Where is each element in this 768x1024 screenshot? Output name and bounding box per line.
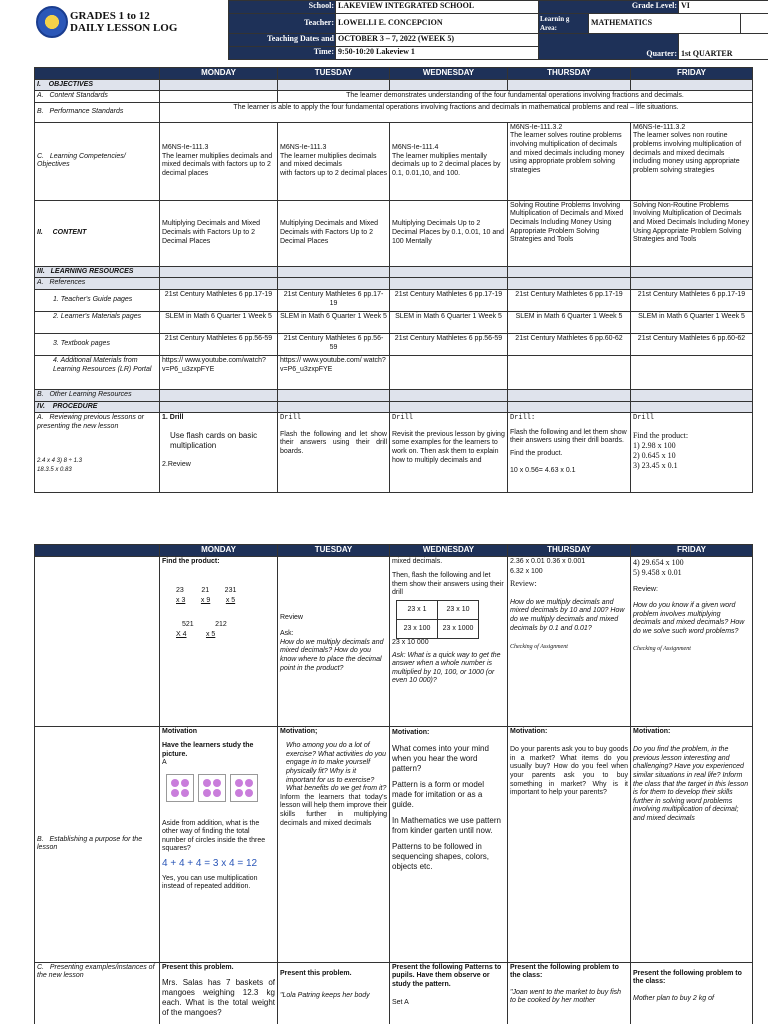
dot-squares-picture bbox=[166, 774, 275, 806]
document-title: GRADES 1 to 12 DAILY LESSON LOG bbox=[70, 10, 178, 34]
row-review-continued: Find the product: 23 21 231 x 3 x 9 x 5 521 212 X 4 x 5 Review Ask: How do we multiply decimals and mixed decimals? How do you know where to place the decimal point in the product? mixed decimals. Then, flash the following and let them show their answers using their drill 23 x 1 23 x 10 23 x 100 23 x 1000 23 x 10 000 Ask: What is a quick way to get the answer when a whole number is multiplied by 10, 100, or 1000 (or even 10 000)? 2.36 x 0.01 0.36 x 0.001 6.32 x 100 Review: How do we multiply decimals and mixed decimals by 10 and 100? How do we multiply decimals and mixed decimals by 0.1 and 0.01? Checking of Assignment 4) 29.654 x 100 5) 9.458 x 0.01 Review: How do you know if a given word problem involves multiplying decimals and mixed decimals? How do we solve such word problems? Checking of Assignment bbox=[35, 556, 753, 726]
row-content: II. CONTENT Multiplying Decimals and Mixed Decimals with Factors Up to 2 Decimal Places Multiplying Decimals and Mixed Decimals with Factors Up to 2 Decimal Places Multiplying Decimals Up to 2 Decimal Places by 0.1, 0.01, 10 and 100 Mentally Solving Routine Problems Involving Multiplication of Decimals and Mixed Decimals Including Money Using Appropriate Problem Solving Strategies and Tools Solving Non-Routine Problems Involving Multiplication of Decimals and Mixed Decimals Including Money Using Appropriate Problem Solving Strategies and Tools bbox=[35, 200, 753, 266]
content-thu: Solving Routine Problems Involving Multiplication of Decimals and Mixed Decimals Including Money Using Appropriate Problem Solving Strategies and Tools bbox=[508, 200, 631, 266]
row-content-standards: A. Content Standards The learner demonstrates understanding of the four fundamental operations involving fractions and decimals. bbox=[35, 91, 753, 103]
competency-tue: M6NS-Ie-111.3 The learner multiplies decimals and mixed decimals with factors up to 2 decimal places bbox=[278, 122, 390, 200]
quarter-label: Quarter: bbox=[539, 34, 679, 60]
content-mon: Multiplying Decimals and Mixed Decimals with Factors Up to 2 Decimal Places bbox=[160, 200, 278, 266]
day-header-thu: THURSDAY bbox=[508, 545, 631, 557]
fri-drill-item: 2) 0.645 x 10 bbox=[633, 450, 676, 460]
content-fri: Solving Non-Routine Problems Involving Multiplication of Decimals and Mixed Decimals Including Money Using Appropriate Problem Solving Strategies and Tools bbox=[631, 200, 753, 266]
lesson-log-table-2 bbox=[34, 544, 753, 1024]
dates-value: OCTOBER 3 – 7, 2022 (WEEK 5) bbox=[336, 34, 539, 47]
day-header-tue: TUESDAY bbox=[278, 68, 390, 80]
row-reviewing: A. Reviewing previous lessons or presenting the new lesson 2.4 x 4 3) 8 ÷ 1.3 18.3.5 x 0.83 1. Drill Use flash cards on basic multiplication 2.Review Drill Flash the following and let show their answers using their drill boards. Drill Revisit the previous lesson by giving some examples for the learners to work on. Then ask them to explain how to multiply decimals and Drill: Flash the following and let them show their answers using their drill boards. Find the product. 10 x 0.56= 4.63 x 0.1 Drill Find the product: 1) 2.98 x 100 2) 0.645 x 10 3) 23.45 x 0.1 bbox=[35, 413, 753, 493]
row-objectives: I. OBJECTIVES bbox=[35, 79, 753, 91]
row-performance-standards: B. Performance Standards The learner is able to apply the four fundamental operations involving fractions and decimals in mathematical problems and real – life situations. bbox=[35, 102, 753, 122]
day-header-fri: FRIDAY bbox=[631, 68, 753, 80]
dots-square-icon bbox=[166, 774, 194, 802]
competency-thu: M6NS-Ie-111.3.2 The learner solves routine problems involving multiplication of decimals and mixed decimals including money using appropriate problem solving strategies bbox=[508, 122, 631, 200]
day-header-wed: WEDNESDAY bbox=[390, 545, 508, 557]
day-header-wed: WEDNESDAY bbox=[390, 68, 508, 80]
lesson-log-table-1 bbox=[34, 67, 753, 493]
content-tue: Multiplying Decimals and Mixed Decimals with Factors Up to 2 Decimal Places bbox=[278, 200, 390, 266]
corner-header bbox=[35, 68, 160, 80]
row-lm-pages: 2. Learner's Materials pages SLEM in Math 6 Quarter 1 Week 5 SLEM in Math 6 Quarter 1 Week 5 SLEM in Math 6 Quarter 1 Week 5 SLEM in Math 6 Quarter 1 Week 5 SLEM in Math 6 Quarter 1 Week 5 bbox=[35, 311, 753, 333]
learning-area-value: MATHEMATICS bbox=[589, 14, 741, 34]
day-header-fri: FRIDAY bbox=[631, 545, 753, 557]
day-header-mon: MONDAY bbox=[160, 68, 278, 80]
competency-wed: M6NS-Ie-111.4 The learner multiplies mentally decimals up to 2 decimal places by 0.1, 0.01,10, and 100. bbox=[390, 122, 508, 200]
row-additional-materials: 4. Additional Materials from Learning Resources (LR) Portal https:// www.youtube.com/watch? v=P6_u3zxpFYE https:// www.youtube.com/ watch?v=P6_u3zxpFYE bbox=[35, 355, 753, 389]
day-header-mon: MONDAY bbox=[160, 545, 278, 557]
content-wed: Multiplying Decimals Up to 2 Decimal Places by 0.1, 0.01, 10 and 100 Mentally bbox=[390, 200, 508, 266]
school-label: School: bbox=[229, 1, 336, 14]
time-label: Time: bbox=[229, 47, 336, 60]
row-competencies: C. Learning Competencies/ Objectives M6NS-Ie-111.3 The learner multiplies decimals and mixed decimals with factors up to 2 decimal places M6NS-Ie-111.3 The learner multiplies decimals and mixed decimals with factors up to 2 decimal places M6NS-Ie-111.4 The learner multiplies mentally decimals up to 2 decimal places by 0.1, 0.01,10, and 100. M6NS-Ie-111.3.2 The learner solves routine problems involving multiplication of decimals and mixed decimals including money using appropriate problem solving strategies M6NS-Ie-111.3.2 The learner solves non routine problems involving multiplication of decimals and mixed decimals including money using appropriate problem solving strategies bbox=[35, 122, 753, 200]
repeated-addition-equation: 4 + 4 + 4 = 3 x 4 = 12 bbox=[162, 857, 258, 869]
row-procedure: IV. PROCEDURE bbox=[35, 401, 753, 413]
lr-portal-link-mon[interactable]: https:// www.youtube.com/watch? v=P6_u3zxpFYE bbox=[160, 355, 278, 389]
deped-seal-icon bbox=[36, 6, 68, 38]
day-header-tue: TUESDAY bbox=[278, 545, 390, 557]
teacher-label: Teacher: bbox=[229, 14, 336, 34]
row-textbook-pages: 3. Textbook pages 21st Century Mathletes 6 pp.56-59 21st Century Mathletes 6 pp.56-59 21st Century Mathletes 6 pp.56-59 21st Century Mathletes 6 pp.60-62 21st Century Mathletes 6 pp.60-62 bbox=[35, 333, 753, 355]
lr-portal-link-tue[interactable]: https:// www.youtube.com/ watch?v=P6_u3zxpFYE bbox=[278, 355, 390, 389]
row-purpose: B. Establishing a purpose for the lesson Motivation Have the learners study the picture. A Aside from addition, what is the other way of finding the total number of circles inside the three squares? 4 + 4 + 4 = 3 x 4 = 12 Yes, you can use multiplication instead of repeated addition. Motivation; Who among you do a lot of exercise? What activities do you engage in to make yourself physically fit? Why is it important for us to exercise? What benefits do we get from it? Inform the learners that today's lesson will help them improve their skills further in multiplying decimals and mixed decimals Motivation: What comes into your mind when you hear the word pattern? Pattern is a form or model made for imitation or as a guide. In Mathematics we use pattern from kinder garten until now. Patterns to be followed in sequencing shapes, colors, objects etc. Motivation: Do your parents ask you to buy goods in a market? What items do you usually buy? How do you feel when your parents ask you to buy something in market? Why is it important to help your parents? Motivation: Do you find the problem, in the previous lesson interesting and challenging? Have you experienced similar situations in real life? Inform the class that the target in this lesson is for them to develop their skills further in solving word problems involving multiplication of decimal; and mixed decimals bbox=[35, 726, 753, 962]
drill-grid: 23 x 1 23 x 10 23 x 100 23 x 1000 bbox=[396, 600, 479, 639]
quarter-value: 1st QUARTER bbox=[679, 34, 768, 60]
competency-mon: M6NS-Ie-111.3 The learner multiplies decimals and mixed decimals with factors up to 2 decimal places bbox=[160, 122, 278, 200]
school-value: LAKEVIEW INTEGRATED SCHOOL bbox=[336, 1, 539, 14]
teacher-value: LOWELLI E. CONCEPCION bbox=[336, 14, 539, 34]
fri-drill-item: 1) 2.98 x 100 bbox=[633, 440, 676, 450]
grade-label: Grade Level: bbox=[539, 1, 679, 14]
dots-square-icon bbox=[198, 774, 226, 802]
content-standards-text: The learner demonstrates understanding of the four fundamental operations involving fractions and decimals. bbox=[278, 91, 753, 103]
fri-drill-item: 3) 23.45 x 0.1 bbox=[633, 460, 678, 470]
grade-value: VI bbox=[679, 1, 768, 14]
dates-label: Teaching Dates and bbox=[229, 34, 336, 47]
row-learning-resources: III. LEARNING RESOURCES bbox=[35, 266, 753, 278]
day-header-thu: THURSDAY bbox=[508, 68, 631, 80]
learning-area-label: Learnin g Area: bbox=[539, 14, 589, 34]
header-info-table bbox=[228, 0, 768, 60]
row-tg-pages: 1. Teacher's Guide pages 21st Century Mathletes 6 pp.17-19 21st Century Mathletes 6 pp.17-19 21st Century Mathletes 6 pp.17-19 21st Century Mathletes 6 pp.17-19 21st Century Mathletes 6 pp.17-19 bbox=[35, 289, 753, 311]
dots-square-icon bbox=[230, 774, 258, 802]
corner-header bbox=[35, 545, 160, 557]
time-value: 9:50-10:20 Lakeview 1 bbox=[336, 47, 539, 60]
competency-fri: M6NS-Ie-111.3.2 The learner solves non routine problems involving multiplication of decimals and mixed decimals including money using appropriate problem solving strategies bbox=[631, 122, 753, 200]
dll-page-2 bbox=[0, 542, 768, 1024]
row-presenting: C. Presenting examples/instances of the new lesson Present this problem. Mrs. Salas has 7 baskets of mangoes weighing 12.3 kg each. What is the total weight of the mangoes? Present this problem. "Lola Patring keeps her body Present the following Patterns to pupils. Have them observe or study the pattern. Set A Present the following problem to the class: "Joan went to the market to buy fish to be cooked by her mother Present the following problem to the class: Mother plan to buy 2 kg of bbox=[35, 962, 753, 1024]
performance-standards-text: The learner is able to apply the four fundamental operations involving fractions and decimals in mathematical problems and real – life situations. bbox=[160, 102, 753, 122]
row-other-resources: B. Other Learning Resources bbox=[35, 389, 753, 401]
row-references: A. References bbox=[35, 278, 753, 290]
